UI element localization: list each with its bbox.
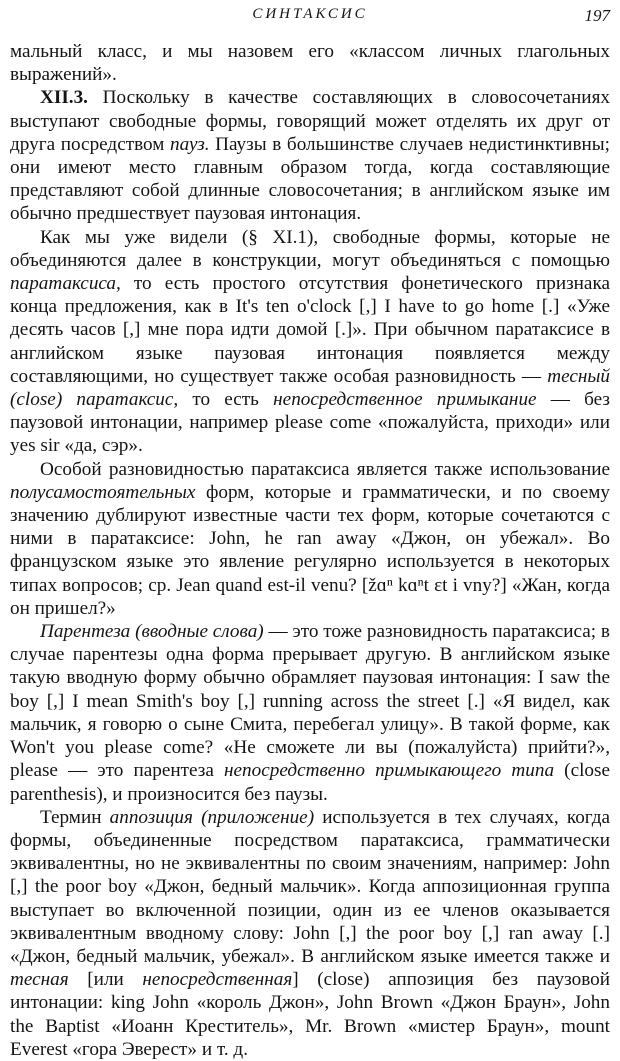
text-run: Поскольку в качестве составляющих в словосочетаниях выступают свободные формы, говорящий может отделять их друг от друга посредством [10,87,610,155]
paragraph [10,620,610,806]
text-run: используется в тех случаях, когда формы, объединенные посредством паратаксиса, грамматически эквивалентны, но не эквивалентны по своим значениям, например: John [,] the poor boy «Джон, бедный мальчик». Когда аппозиционная группа выступает во включенной позиции, один из ее членов оказывается эквивалентным вводному слову: John [,] the poor boy [,] ran away [.] «Джон, бедный мальчик, убежал». В английском языке имеется также и [10,806,610,967]
paragraph [10,458,610,620]
italic-term: непосредственное примыкание [273,389,537,411]
text-run: Как мы уже видели (§ XI.1), свободные формы, которые не объединяются далее в конструкции, могут объединяться с помощью [10,226,610,271]
paragraph [10,86,610,225]
text-run: — это тоже разновидность паратаксиса; в случае парентезы одна форма прерывает другую. В английском языке такую вводную форму обычно обрамляет паузовая интонация: I saw the boy [,] I mean Smith's boy [,] running across the street [.] «Я видел, как мальчик, я говорю о сыне Смита, перебегал улицу». В такой форме, как Won't you please come? «Не сможете ли вы (пожалуйста) прийти?», please — это парентеза [10,621,610,782]
text-run: Паузы в большинстве случаев недистинктивны; они имеют место главным образом тогда, когда составляющие представляют собой длинные словосочетания; в английском языке им обычно предшествует паузовая интонация. [10,133,611,225]
italic-term: полусамостоятельных [10,481,196,503]
running-title: СИНТАКСИС [252,6,368,22]
italic-term: аппозиция (приложение) [109,806,315,828]
italic-term: паратаксиса, [10,273,121,295]
text-run: ] (close) аппозиция без паузовой интонации: king John «король Джон», John Brown «Джон Браун», John the Baptist «Иоанн Креститель», Mr. Brown «мистер Браун», mount Everest «гора Эверест» и т. д. [10,969,610,1060]
text-run: — без паузовой интонации, например please come «пожалуйста, приходи» или yes sir «да, сэр». [10,389,611,457]
text-run: (close parenthesis), и произносится без паузы. [10,760,610,805]
text-run: то есть простого отсутствия фонетического признака конца предложения, как в It's ten o'clock [,] I have to go home [.] «Уже десять часов [,] мне пора идти домой [.]». При обычном паратаксисе в английском языке паузовая интонация появляется между составляющими, но существует также особая разновидность — [10,273,610,387]
italic-term: тесная [10,969,69,991]
section-number: XII.3. [40,87,88,109]
paragraph [10,40,610,86]
page-header [0,2,620,36]
paragraph [10,806,610,1061]
text-run: форм, которые и грамматически, и по своему значению дублируют известные части тех форм, которые сочетаются с ними в паратаксисе: John, he ran away «Джон, он убежал». Во французском языке это явление регулярно используется в некоторых типах вопросов; ср. Jean quand est-il venu? [žɑⁿ kɑⁿt ɛt i vny?] «Жан, когда он пришел?» [10,481,610,619]
italic-term: непосредственно примыкающего типа [224,760,555,782]
paragraph [10,226,610,458]
text-run: Термин [40,806,110,828]
text-run: Особой разновидностью паратаксиса является также использование [40,458,610,480]
italic-term: пауз. [170,133,210,155]
page-number: 197 [584,6,610,25]
italic-term: тесный (close) паратаксис, [10,365,610,411]
body-text [10,40,610,1061]
text-run: мальный класс, и мы назовем его «классом личных глагольных выражений». [10,41,610,86]
text-run: то есть [178,389,274,411]
italic-term: Парентеза (вводные слова) [40,621,264,643]
text-run: [или [68,969,143,991]
italic-term: непосредственная [142,969,293,991]
